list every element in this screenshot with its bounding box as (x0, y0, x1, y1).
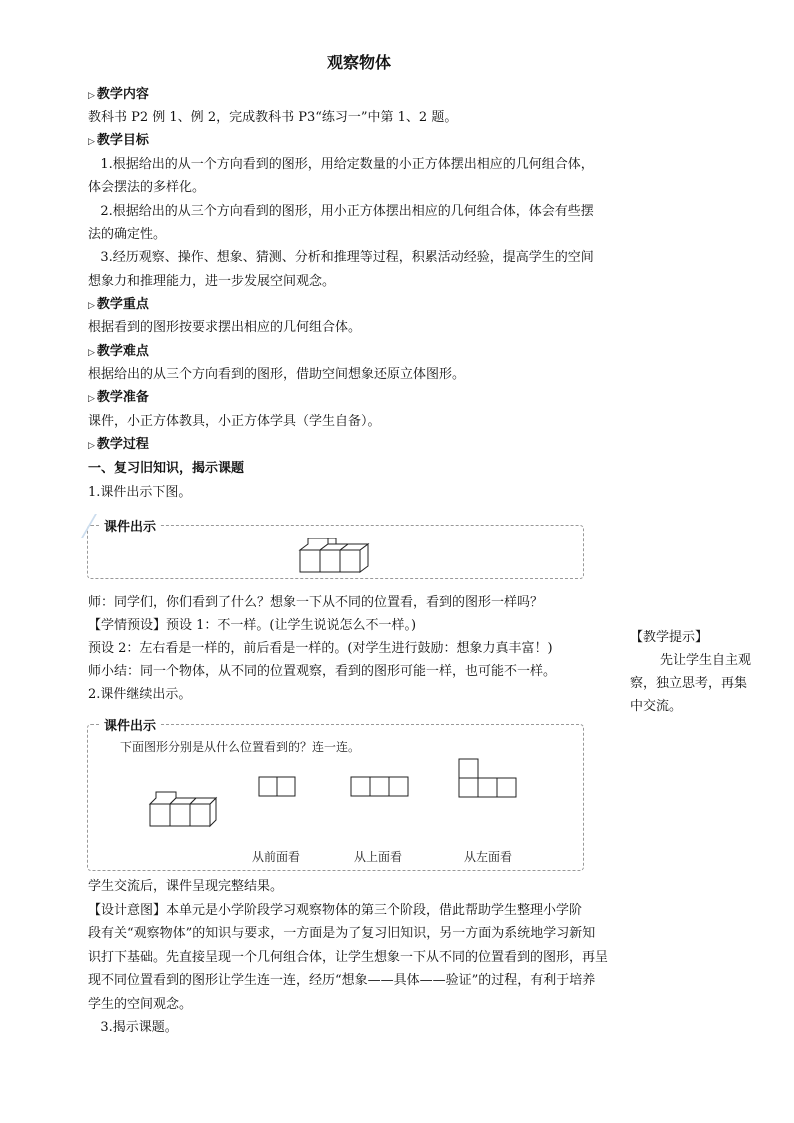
teacher-summary: 师小结：同一个物体，从不同的位置观察，看到的图形可能一样，也可能不一样。 (88, 664, 557, 679)
goal-1a: 1.根据给出的从一个方向看到的图形，用给定数量的小正方体摆出相应的几何组合体， (100, 157, 594, 172)
caption-top: 从上面看 (354, 850, 403, 864)
step-2: 2.课件继续出示。 (88, 687, 192, 702)
design-2: 段有关“观察物体”的知识与要求，一方面是为了复习旧知识，另一方面为系统地学习新知 (88, 926, 596, 941)
courseware-label-2: 课件出示 (100, 715, 160, 734)
part-1-heading: 一、复习旧知识，揭示课题 (88, 461, 245, 476)
cube-composite-figure-2 (148, 790, 218, 828)
after-exchange: 学生交流后，课件呈现完整结果。 (88, 879, 284, 894)
section-heading-prep: ▷ 教学准备 (88, 390, 149, 405)
view-shape-left (458, 758, 520, 798)
prep-text: 课件，小正方体教具，小正方体学具（学生自备）。 (88, 414, 381, 429)
page-title: 观察物体 (326, 53, 391, 72)
view-shape-front (258, 776, 298, 798)
section-heading-goals: ▷ 教学目标 (88, 133, 149, 148)
section-heading-process: ▷ 教学过程 (88, 437, 149, 452)
goal-2b: 法的确定性。 (88, 227, 167, 242)
design-5: 学生的空间观念。 (88, 997, 193, 1012)
teacher-question: 师：同学们，你们看到了什么？想象一下从不同的位置看，看到的图形一样吗？ (88, 595, 544, 610)
step-3: 3.揭示课题。 (100, 1020, 178, 1035)
goal-2a: 2.根据给出的从三个方向看到的图形，用小正方体摆出相应的几何组合体，体会有些摆 (100, 204, 594, 219)
design-4: 现不同位置看到的图形让学生连一连，经历“想象——具体——验证”的过程，有利于培养 (88, 973, 596, 988)
section-heading-difficulty: ▷ 教学难点 (88, 344, 149, 359)
design-1: 【设计意图】本单元是小学阶段学习观察物体的第三个阶段，借此帮助学生整理小学阶 (88, 903, 583, 918)
sidebar-line-1: 先让学生自主观 (660, 653, 752, 668)
section-heading-keypoint: ▷ 教学重点 (88, 297, 149, 312)
design-3: 识打下基础。先直接呈现一个几何组合体，让学生想象一下从不同的位置看到的图形，再呈 (88, 950, 609, 965)
step-1: 1.课件出示下图。 (88, 485, 192, 500)
sidebar-line-3: 中交流。 (630, 699, 683, 714)
box2-prompt: 下面图形分别是从什么位置看到的？连一连。 (120, 740, 361, 754)
cube-composite-figure-1 (298, 538, 370, 574)
preset-2: 预设 2：左右看是一样的，前后看是一样的。(对学生进行鼓励：想象力真丰富！) (88, 641, 553, 656)
goal-1b: 体会摆法的多样化。 (88, 180, 206, 195)
goal-3a: 3.经历观察、操作、想象、猜测、分析和推理等过程，积累活动经验，提高学生的空间 (100, 250, 594, 265)
caption-left: 从左面看 (464, 850, 513, 864)
caption-front: 从前面看 (252, 850, 301, 864)
keypoint-text: 根据看到的图形按要求摆出相应的几何组合体。 (88, 320, 362, 335)
courseware-label-1: 课件出示 (100, 516, 160, 535)
goal-3b: 想象力和推理能力，进一步发展空间观念。 (88, 274, 336, 289)
sidebar-line-2: 察，独立思考，再集 (630, 676, 748, 691)
section-heading-content: ▷ 教学内容 (88, 87, 149, 102)
view-shape-top (350, 776, 410, 798)
difficulty-text: 根据给出的从三个方向看到的图形，借助空间想象还原立体图形。 (88, 367, 466, 382)
sidebar-heading: 【教学提示】 (630, 630, 709, 645)
content-text: 教科书 P2 例 1、例 2，完成教科书 P3“练习一”中第 1、2 题。 (88, 110, 458, 125)
preset-1: 【学情预设】预设 1：不一样。(让学生说说怎么不一样。) (88, 618, 417, 633)
